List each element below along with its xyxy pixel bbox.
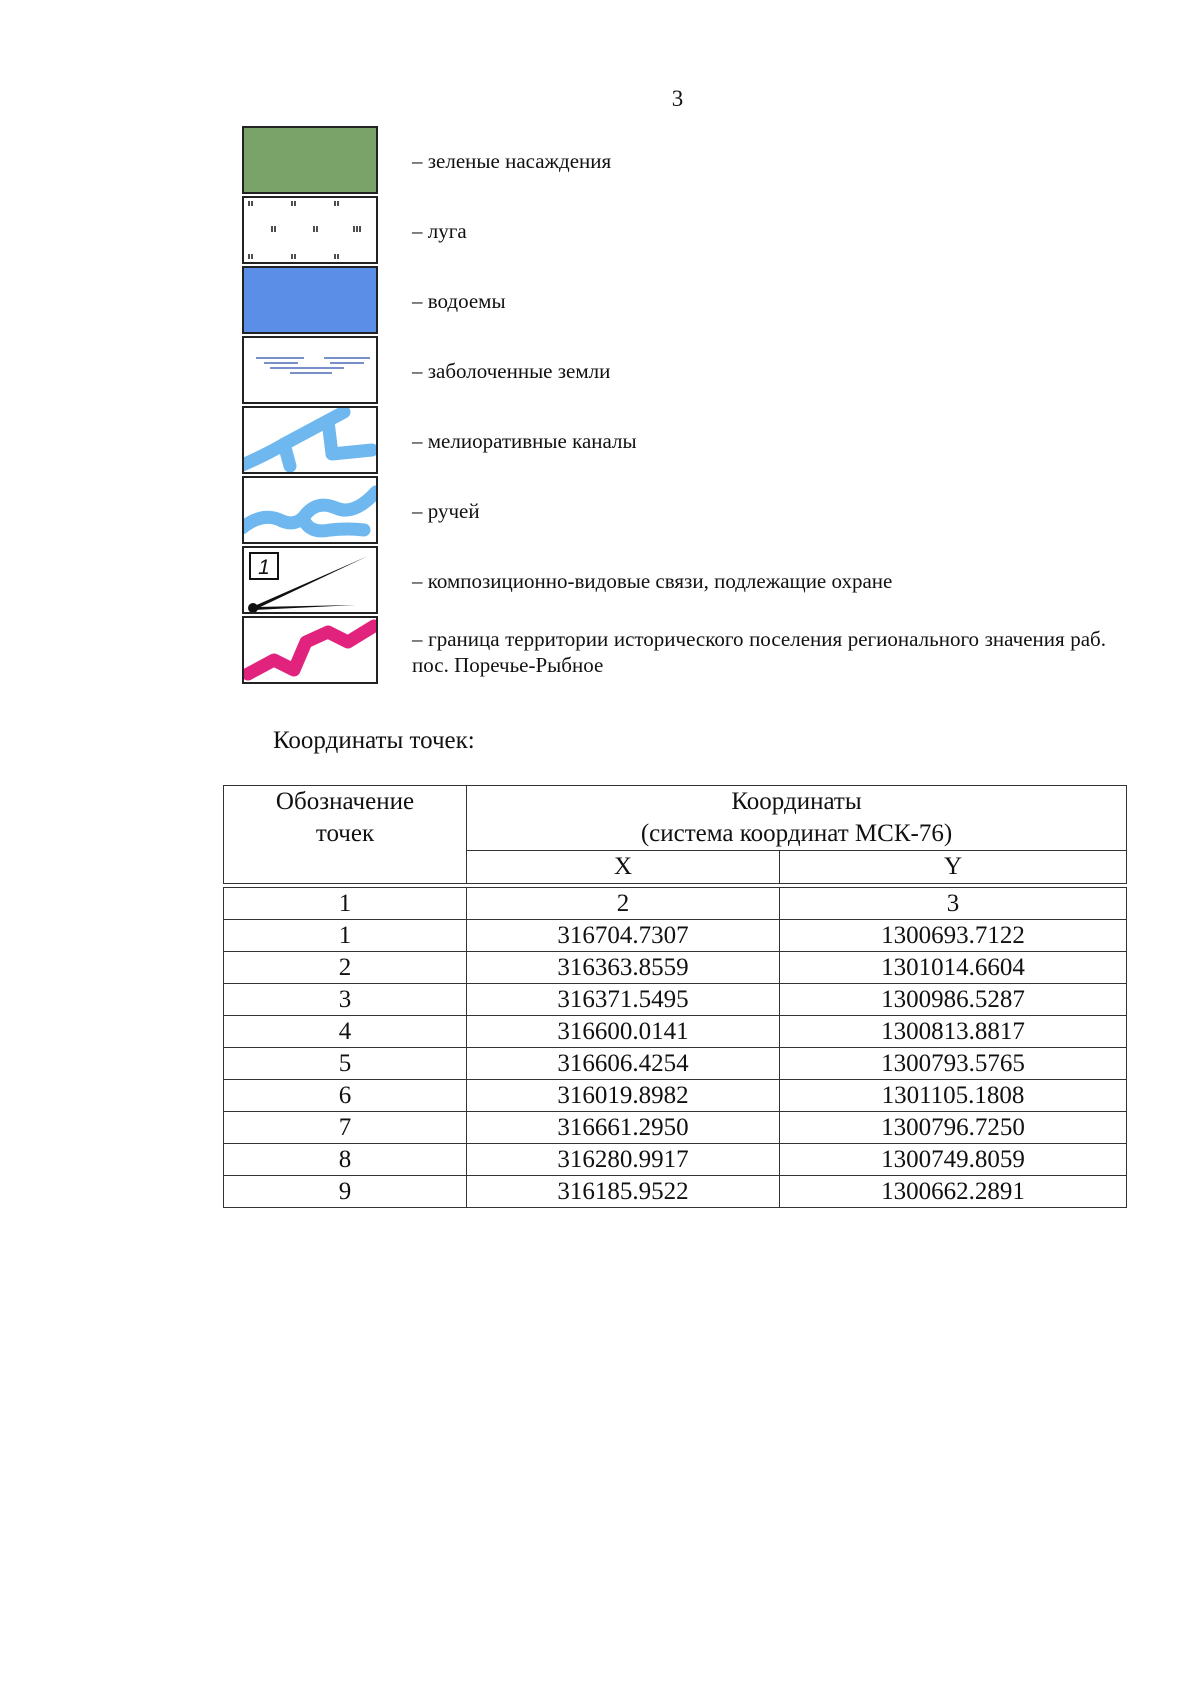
legend-label: – водоемы	[412, 289, 506, 313]
legend-item-green-areas	[242, 126, 1112, 196]
table-header-row	[224, 786, 1127, 851]
legend-item-stream	[242, 476, 1112, 546]
table-row	[224, 1016, 1127, 1048]
y-coordinate: 1300986.5287	[780, 984, 1127, 1016]
water-fill	[244, 268, 376, 332]
legend-label: – ручей	[412, 499, 480, 523]
canal-line-swatch	[242, 406, 378, 474]
coordinates-header	[467, 786, 1127, 851]
point-number: 9	[224, 1176, 467, 1208]
water-fill-icon	[244, 268, 376, 332]
point-number: 4	[224, 1016, 467, 1048]
x-header: X	[467, 851, 780, 884]
legend-item-view-links	[242, 546, 1112, 616]
x-coordinate: 316606.4254	[467, 1048, 780, 1080]
table-row	[224, 1048, 1127, 1080]
legend-item-meadows	[242, 196, 1112, 266]
legend-label: – граница территории исторического поселения регионального значения раб. пос. Поречье-Рыбное	[412, 627, 1106, 677]
legend-item-wetlands	[242, 336, 1112, 406]
point-number: 2	[224, 952, 467, 984]
green-fill	[244, 128, 376, 192]
legend-item-settlement-boundary	[242, 616, 1112, 686]
table-row	[224, 984, 1127, 1016]
column-index-row	[224, 888, 1127, 920]
point-number: 7	[224, 1112, 467, 1144]
boundary-line-swatch	[242, 616, 378, 684]
point-number: 1	[224, 920, 467, 952]
stream-line-swatch	[242, 476, 378, 544]
view-link-icon	[244, 548, 376, 612]
table-row	[224, 1080, 1127, 1112]
section-heading: Координаты точек:	[273, 727, 475, 754]
marsh-pattern-icon	[244, 338, 376, 402]
marsh-pattern-swatch	[242, 336, 378, 404]
canal-line-icon	[244, 408, 376, 472]
point-designation-header	[224, 786, 467, 884]
legend-item-reclamation-canals	[242, 406, 1112, 476]
x-coordinate: 316363.8559	[467, 952, 780, 984]
water-fill-swatch	[242, 266, 378, 334]
point-number: 6	[224, 1080, 467, 1112]
legend-label: – композиционно-видовые связи, подлежащие охране	[412, 569, 893, 593]
x-coordinate: 316280.9917	[467, 1144, 780, 1176]
coordinates-table	[223, 785, 1127, 1208]
boundary-line-icon	[244, 618, 376, 682]
x-coordinate: 316661.2950	[467, 1112, 780, 1144]
y-coordinate: 1300662.2891	[780, 1176, 1127, 1208]
page-number: 3	[671, 86, 684, 111]
table-row	[224, 1144, 1127, 1176]
legend-label: – мелиоративные каналы	[412, 429, 637, 453]
green-fill-icon	[244, 128, 376, 192]
view-link-swatch	[242, 546, 378, 614]
y-coordinate: 1300693.7122	[780, 920, 1127, 952]
meadow-pattern-swatch	[242, 196, 378, 264]
table-cell: 3	[780, 888, 1127, 920]
legend-label: – луга	[412, 219, 467, 243]
y-coordinate: 1300796.7250	[780, 1112, 1127, 1144]
y-coordinate: 1300813.8817	[780, 1016, 1127, 1048]
x-coordinate: 316371.5495	[467, 984, 780, 1016]
y-coordinate: 1301014.6604	[780, 952, 1127, 984]
x-coordinate: 316704.7307	[467, 920, 780, 952]
y-coordinate: 1300749.8059	[780, 1144, 1127, 1176]
legend-item-water-bodies	[242, 266, 1112, 336]
point-designation-header-text: Обозначение точек	[275, 788, 415, 847]
point-number: 5	[224, 1048, 467, 1080]
meadow-pattern-icon	[244, 198, 376, 262]
x-coordinate: 316600.0141	[467, 1016, 780, 1048]
x-coordinate: 316185.9522	[467, 1176, 780, 1208]
green-fill-swatch	[242, 126, 378, 194]
stream-line-icon	[244, 478, 376, 542]
table-cell: 2	[467, 888, 780, 920]
table-row	[224, 920, 1127, 952]
table-cell: 1	[224, 888, 467, 920]
table-row	[224, 1176, 1127, 1208]
legend-label: – зеленые насаждения	[412, 149, 612, 173]
point-number: 8	[224, 1144, 467, 1176]
x-coordinate: 316019.8982	[467, 1080, 780, 1112]
y-header: Y	[780, 851, 1127, 884]
legend-label: – заболоченные земли	[412, 359, 611, 383]
table-row	[224, 1112, 1127, 1144]
point-number: 3	[224, 984, 467, 1016]
coordinates-header-line2: (система координат МСК-76)	[640, 820, 953, 847]
table-row	[224, 952, 1127, 984]
y-coordinate: 1300793.5765	[780, 1048, 1127, 1080]
coordinates-header-line1: Координаты	[731, 788, 862, 815]
view-link-marker-number: 1	[258, 556, 270, 579]
y-coordinate: 1301105.1808	[780, 1080, 1127, 1112]
